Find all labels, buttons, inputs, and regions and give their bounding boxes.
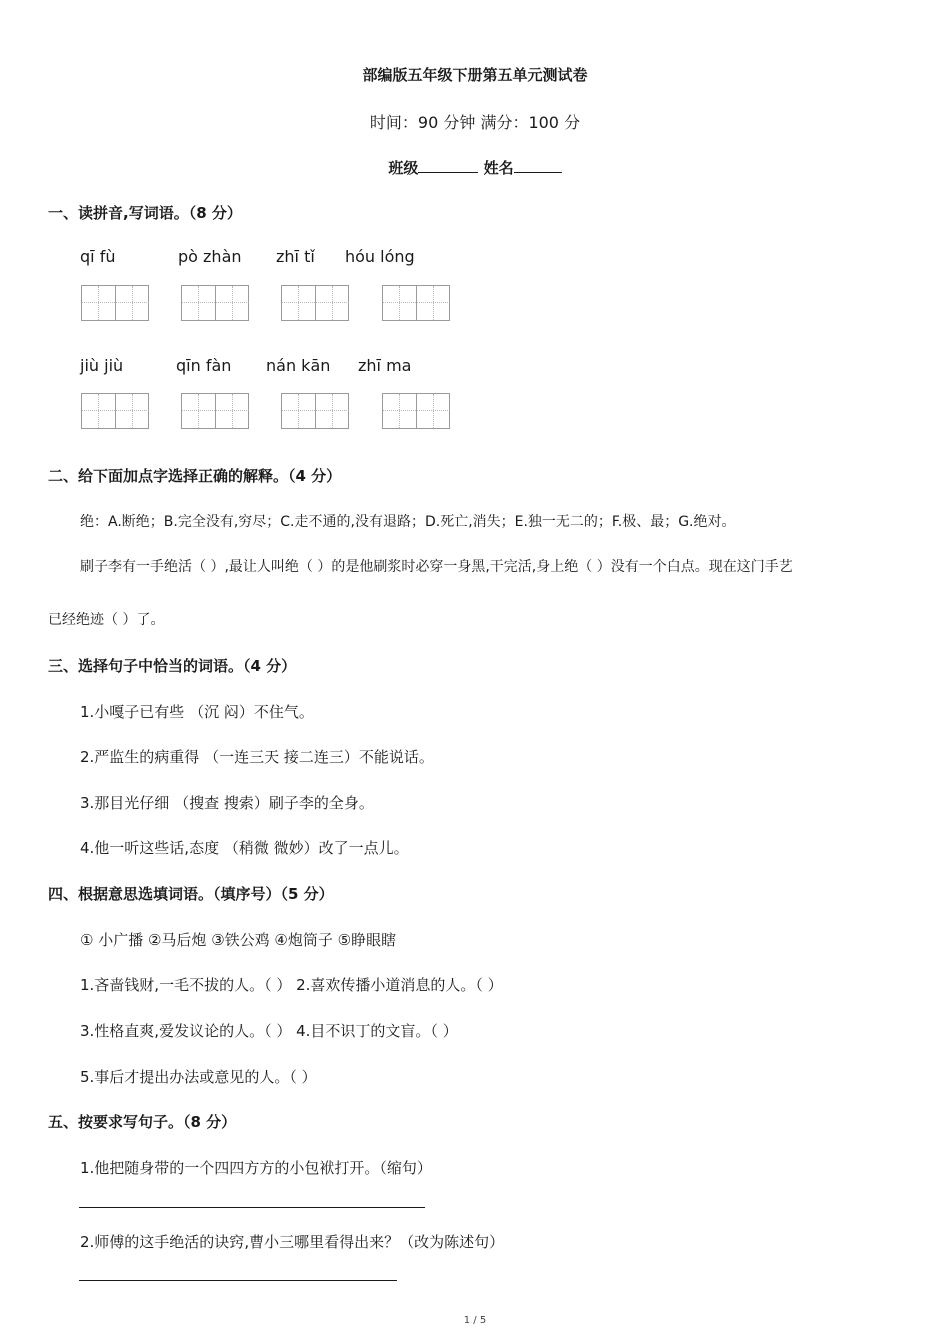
writing-grid-1[interactable]: [81, 285, 149, 321]
pinyin-3: zhī tǐ: [276, 247, 315, 266]
pinyin-6: qīn fàn: [176, 356, 232, 375]
section2-options: 绝：A.断绝；B.完全没有,穷尽；C.走不通的,没有退路；D.死亡,消失；E.独一无二的；F.极、最；G.绝对。: [80, 514, 736, 530]
answer-line-2[interactable]: [79, 1280, 397, 1281]
name-blank[interactable]: [514, 158, 562, 173]
section4-line-2: 3.性格直爽,爱发议论的人。（ ） 4.目不识丁的文盲。（ ）: [80, 1022, 458, 1040]
section3-item-4: 4.他一听这些话,态度 （稍微 微妙）改了一点儿。: [80, 839, 409, 857]
section4-line-3: 5.事后才提出办法或意见的人。（ ）: [80, 1068, 317, 1086]
class-label: 班级: [388, 159, 419, 177]
page-title: 部编版五年级下册第五单元测试卷: [362, 66, 588, 84]
section3-item-2: 2.严监生的病重得 （一连三天 接二连三）不能说话。: [80, 748, 434, 766]
writing-grid-8[interactable]: [382, 393, 450, 429]
page-number: 1 / 5: [463, 1315, 487, 1326]
writing-grid-5[interactable]: [81, 393, 149, 429]
answer-line-1[interactable]: [79, 1207, 425, 1208]
section1-heading: 一、读拼音,写词语。（8 分）: [48, 204, 242, 222]
time-info: 时间：90 分钟 满分：100 分: [369, 113, 581, 132]
name-label: 姓名: [483, 159, 514, 177]
pinyin-5: jiù jiù: [80, 356, 124, 375]
section3-heading: 三、选择句子中恰当的词语。（4 分）: [48, 657, 297, 675]
section4-heading: 四、根据意思选填词语。（填序号）（5 分）: [48, 885, 334, 903]
section2-passage-line2: 已经绝迹（ ）了。: [48, 612, 165, 628]
pinyin-4: hóu lóng: [345, 247, 415, 266]
section3-item-3: 3.那目光仔细 （搜查 搜索）刷子李的全身。: [80, 794, 374, 812]
section2-heading: 二、给下面加点字选择正确的解释。（4 分）: [48, 467, 342, 485]
pinyin-8: zhī ma: [358, 356, 412, 375]
pinyin-7: nán kān: [266, 356, 331, 375]
class-blank[interactable]: [418, 158, 478, 173]
writing-grid-4[interactable]: [382, 285, 450, 321]
section5-question-1: 1.他把随身带的一个四四方方的小包袱打开。（缩句）: [80, 1159, 432, 1177]
section4-line-1: 1.吝啬钱财,一毛不拔的人。（ ） 2.喜欢传播小道消息的人。（ ）: [80, 976, 503, 994]
section5-heading: 五、按要求写句子。（8 分）: [48, 1113, 237, 1131]
section4-word-list: ① 小广播 ②马后炮 ③铁公鸡 ④炮筒子 ⑤睁眼瞎: [80, 931, 397, 949]
pinyin-2: pò zhàn: [178, 247, 242, 266]
writing-grid-7[interactable]: [281, 393, 349, 429]
section5-question-2: 2.师傅的这手绝活的诀窍,曹小三哪里看得出来？（改为陈述句）: [80, 1233, 505, 1251]
writing-grid-2[interactable]: [181, 285, 249, 321]
class-name-line: [0, 157, 950, 178]
pinyin-1: qī fù: [80, 247, 116, 266]
section3-item-1: 1.小嘎子已有些 （沉 闷）不住气。: [80, 703, 314, 721]
section2-passage-line1: 刷子李有一手绝活（ ）,最让人叫绝（ ）的是他刷浆时必穿一身黑,干完活,身上绝（ ）没有一个白点。现在这门手艺: [80, 559, 793, 575]
writing-grid-6[interactable]: [181, 393, 249, 429]
writing-grid-3[interactable]: [281, 285, 349, 321]
